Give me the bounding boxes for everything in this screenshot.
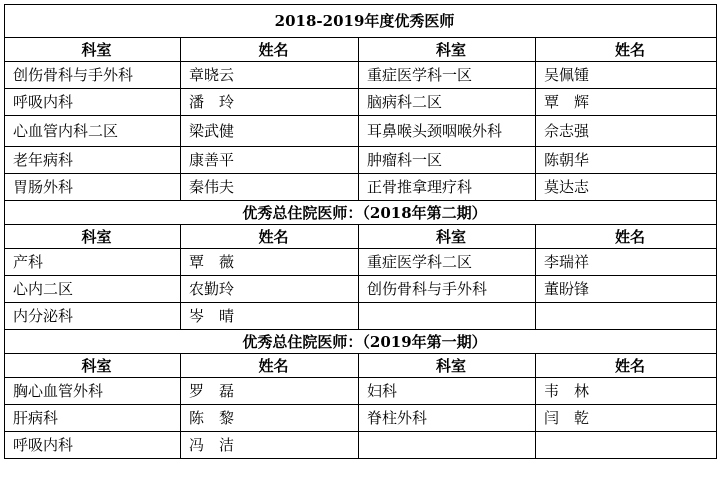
table-row bbox=[5, 432, 717, 459]
name-header: 姓名 bbox=[181, 354, 359, 378]
dept-cell bbox=[359, 432, 536, 459]
name-cell: 罗 磊 bbox=[181, 378, 359, 405]
table-row bbox=[5, 116, 717, 147]
name-header: 姓名 bbox=[181, 225, 359, 249]
name-cell: 董盼锋 bbox=[536, 276, 717, 303]
dept-cell: 呼吸内科 bbox=[5, 432, 181, 459]
table-row bbox=[5, 303, 717, 330]
header-row bbox=[5, 225, 717, 249]
dept-cell bbox=[359, 303, 536, 330]
dept-cell: 创伤骨科与手外科 bbox=[359, 276, 536, 303]
name-header: 姓名 bbox=[536, 225, 717, 249]
name-cell: 覃 薇 bbox=[181, 249, 359, 276]
dept-cell: 胃肠外科 bbox=[5, 174, 181, 201]
table-row bbox=[5, 405, 717, 432]
dept-cell: 创伤骨科与手外科 bbox=[5, 62, 181, 89]
dept-cell: 妇科 bbox=[359, 378, 536, 405]
dept-cell: 肝病科 bbox=[5, 405, 181, 432]
name-header: 姓名 bbox=[536, 354, 717, 378]
dept-cell: 脊柱外科 bbox=[359, 405, 536, 432]
dept-cell: 耳鼻喉头颈咽喉外科 bbox=[359, 116, 536, 147]
dept-cell: 正骨推拿理疗科 bbox=[359, 174, 536, 201]
name-cell bbox=[536, 303, 717, 330]
section-title: 优秀总住院医师：（2018年第二期） bbox=[5, 201, 717, 225]
dept-header: 科室 bbox=[359, 225, 536, 249]
name-cell: 李瑞祥 bbox=[536, 249, 717, 276]
name-cell: 章晓云 bbox=[181, 62, 359, 89]
table-row bbox=[5, 147, 717, 174]
dept-cell: 肿瘤科一区 bbox=[359, 147, 536, 174]
header-row bbox=[5, 38, 717, 62]
name-cell: 岑 晴 bbox=[181, 303, 359, 330]
dept-cell: 重症医学科二区 bbox=[359, 249, 536, 276]
name-cell: 闫 乾 bbox=[536, 405, 717, 432]
name-cell: 秦伟夫 bbox=[181, 174, 359, 201]
table-row bbox=[5, 276, 717, 303]
name-cell bbox=[536, 432, 717, 459]
dept-cell: 重症医学科一区 bbox=[359, 62, 536, 89]
name-cell: 莫达志 bbox=[536, 174, 717, 201]
name-cell: 康善平 bbox=[181, 147, 359, 174]
name-cell: 覃 辉 bbox=[536, 89, 717, 116]
header-row bbox=[5, 354, 717, 378]
section-title: 优秀总住院医师：（2019年第一期） bbox=[5, 330, 717, 354]
award-table bbox=[4, 4, 717, 459]
name-cell: 陈 黎 bbox=[181, 405, 359, 432]
dept-header: 科室 bbox=[359, 38, 536, 62]
dept-cell: 脑病科二区 bbox=[359, 89, 536, 116]
table-row bbox=[5, 89, 717, 116]
name-header: 姓名 bbox=[536, 38, 717, 62]
table-row bbox=[5, 62, 717, 89]
dept-cell: 产科 bbox=[5, 249, 181, 276]
table-row bbox=[5, 174, 717, 201]
name-header: 姓名 bbox=[181, 38, 359, 62]
name-cell: 农勤玲 bbox=[181, 276, 359, 303]
table-row bbox=[5, 249, 717, 276]
name-cell: 冯 洁 bbox=[181, 432, 359, 459]
dept-header: 科室 bbox=[5, 354, 181, 378]
dept-header: 科室 bbox=[359, 354, 536, 378]
table-title: 2018-2019年度优秀医师 bbox=[5, 5, 717, 38]
dept-cell: 呼吸内科 bbox=[5, 89, 181, 116]
name-cell: 韦 林 bbox=[536, 378, 717, 405]
name-cell: 潘 玲 bbox=[181, 89, 359, 116]
name-cell: 陈朝华 bbox=[536, 147, 717, 174]
name-cell: 梁武健 bbox=[181, 116, 359, 147]
dept-cell: 心血管内科二区 bbox=[5, 116, 181, 147]
dept-cell: 内分泌科 bbox=[5, 303, 181, 330]
dept-header: 科室 bbox=[5, 38, 181, 62]
dept-cell: 心内二区 bbox=[5, 276, 181, 303]
dept-cell: 老年病科 bbox=[5, 147, 181, 174]
dept-header: 科室 bbox=[5, 225, 181, 249]
table-row bbox=[5, 378, 717, 405]
name-cell: 吴佩锺 bbox=[536, 62, 717, 89]
dept-cell: 胸心血管外科 bbox=[5, 378, 181, 405]
name-cell: 佘志强 bbox=[536, 116, 717, 147]
